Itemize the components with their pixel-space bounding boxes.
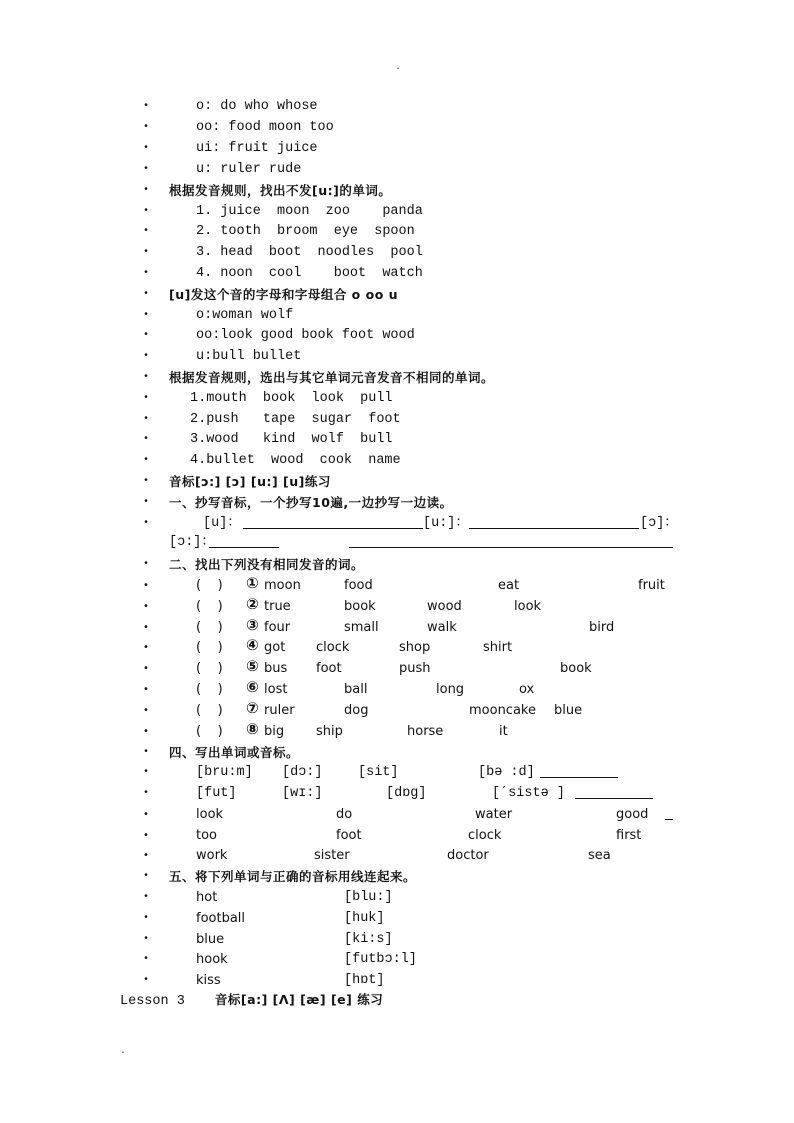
rule-text: o: do who whose — [196, 99, 318, 114]
top-dot: . — [395, 62, 402, 73]
section4-title-line — [143, 743, 683, 763]
choice-row — [143, 597, 683, 617]
bullet: • — [143, 642, 149, 653]
bullet: • — [143, 414, 150, 425]
word: book — [560, 661, 592, 676]
word: food — [344, 578, 373, 593]
bullet: • — [143, 892, 150, 903]
copy-blank-u[interactable] — [243, 514, 423, 529]
bullet: • — [143, 185, 150, 196]
match-phonetic[interactable]: [huk] — [344, 911, 385, 926]
match-phonetic[interactable]: [blu:] — [344, 890, 393, 905]
bullet: • — [143, 934, 150, 945]
bullet: • — [143, 393, 150, 404]
word: eat — [498, 578, 520, 593]
answer-paren[interactable]: ( ) — [196, 724, 223, 739]
lesson-heading — [120, 990, 383, 1010]
item-number: ⑦ — [246, 699, 259, 717]
word: walk — [427, 620, 457, 635]
bullet: • — [143, 455, 150, 466]
exercise-b-item — [143, 451, 683, 471]
choice-row — [143, 659, 683, 679]
rule-text: ui: fruit juice — [196, 141, 318, 156]
answer-paren[interactable]: ( ) — [196, 682, 223, 697]
exercise-a-item — [143, 222, 683, 242]
u-rule-item — [143, 306, 683, 326]
match-word[interactable]: blue — [196, 932, 225, 947]
copy-blank-o[interactable] — [349, 533, 673, 548]
phonetic: [bru:m] — [196, 765, 253, 780]
word: water — [475, 807, 513, 822]
bullet: • — [143, 247, 150, 258]
word: push — [399, 661, 431, 676]
choice-row — [143, 701, 683, 721]
bullet: • — [143, 705, 149, 716]
rule-line-oo — [143, 118, 683, 138]
write-row — [143, 846, 683, 866]
word: sister — [314, 848, 350, 863]
word: dog — [344, 703, 369, 718]
section1-title: 一、抄写音标，一个抄写10遍,一边抄写一边读。 — [169, 495, 453, 510]
word: mooncake — [469, 703, 536, 718]
bullet: • — [143, 101, 150, 112]
word: ship — [316, 724, 343, 739]
bullet: • — [143, 975, 150, 986]
bullet: • — [143, 164, 150, 175]
practice-title-line — [143, 472, 683, 492]
bullet: • — [143, 330, 150, 341]
bullet: • — [143, 788, 150, 799]
exercise-a-item-text: 4. noon cool boot watch — [196, 266, 423, 281]
answer-paren[interactable]: ( ) — [196, 599, 223, 614]
write-row — [143, 805, 683, 825]
bullet: • — [143, 497, 150, 508]
word: shop — [399, 640, 431, 655]
exercise-b-item-text: 3.wood kind wolf bull — [190, 432, 393, 447]
answer-blank[interactable] — [575, 784, 653, 799]
item-number: ① — [246, 574, 259, 592]
item-number: ⑤ — [246, 657, 259, 675]
phonetic: [sit] — [358, 765, 399, 780]
word: bird — [589, 620, 615, 635]
match-word[interactable]: hook — [196, 952, 228, 967]
copy-blank-o-long[interactable] — [209, 533, 279, 548]
u-rule-text: u:bull bullet — [196, 349, 302, 364]
u-rule-title-line — [143, 285, 683, 305]
bullet: • — [143, 871, 150, 882]
item-number: ② — [246, 595, 259, 613]
bullet: • — [143, 206, 150, 217]
write-row — [143, 826, 683, 846]
bullet: • — [143, 476, 150, 487]
word: ox — [519, 682, 535, 697]
exercise-b-title-line — [143, 368, 683, 388]
write-row — [143, 763, 683, 783]
answer-blank[interactable] — [540, 763, 618, 778]
answer-paren[interactable]: ( ) — [196, 661, 223, 676]
word: moon — [264, 578, 301, 593]
section2-title: 二、找出下列没有相同发音的词。 — [169, 557, 365, 572]
exercise-b-item-text: 1.mouth book look pull — [190, 391, 393, 406]
word: first — [616, 828, 642, 843]
exercise-b-item — [143, 410, 683, 430]
exercise-a-item-text: 1. juice moon zoo panda — [196, 204, 423, 219]
item-number: ⑥ — [246, 678, 259, 696]
bullet: • — [143, 767, 150, 778]
exercise-a-title-line — [143, 181, 683, 201]
bullet: • — [143, 726, 149, 737]
exercise-a-item — [143, 264, 683, 284]
match-phonetic[interactable]: [futbɔ:l] — [344, 952, 417, 967]
phonetic: [dɒg] — [386, 786, 427, 801]
bullet: • — [143, 809, 149, 820]
u-rule-text: oo:look good book foot wood — [196, 328, 415, 343]
section4-title: 四、写出单词或音标。 — [169, 745, 300, 760]
bullet: • — [143, 122, 150, 133]
word: doctor — [447, 848, 489, 863]
write-row — [143, 784, 683, 804]
word: clock — [468, 828, 502, 843]
word: bus — [264, 661, 288, 676]
exercise-a-item — [143, 243, 683, 263]
bullet: • — [143, 850, 149, 861]
word: four — [264, 620, 291, 635]
word: book — [344, 599, 376, 614]
bullet: • — [143, 559, 150, 570]
word: true — [264, 599, 291, 614]
word: got — [264, 640, 286, 655]
rule-line-u — [143, 160, 683, 180]
match-row — [143, 930, 683, 950]
item-number: ④ — [246, 636, 259, 654]
rule-line-ui — [143, 139, 683, 159]
word: horse — [407, 724, 444, 739]
rule-text: u: ruler rude — [196, 162, 302, 177]
word: long — [436, 682, 465, 697]
match-phonetic[interactable]: [hɒt] — [344, 973, 385, 988]
u-rule-title: [u]发这个音的字母和字母组合 o oo u — [169, 287, 399, 302]
match-row — [143, 888, 683, 908]
choice-row — [143, 680, 683, 700]
match-row — [143, 909, 683, 929]
section2-title-line — [143, 555, 683, 575]
word: small — [344, 620, 379, 635]
word: big — [264, 724, 285, 739]
word: it — [499, 724, 508, 739]
copy-row-continued — [143, 533, 683, 553]
section5-title: 五、将下列单词与正确的音标用线连起来。 — [169, 869, 417, 884]
exercise-b-item — [143, 430, 683, 450]
choice-row — [143, 618, 683, 638]
bullet: • — [143, 351, 150, 362]
word: wood — [427, 599, 462, 614]
practice-title: 音标[ɔ:] [ɔ] [u:] [u]练习 — [169, 474, 331, 489]
exercise-b-item-text: 4.bullet wood cook name — [190, 453, 401, 468]
section1-title-line — [143, 493, 683, 513]
rule-line-o — [143, 97, 683, 117]
word: lost — [264, 682, 288, 697]
lesson-label: Lesson 3 — [120, 994, 185, 1009]
phonetic: [ˊsistə ] — [492, 786, 565, 801]
word: look — [514, 599, 542, 614]
word: blue — [554, 703, 583, 718]
word: fruit — [638, 578, 665, 593]
exercise-a-title: 根据发音规则，找出不发[u:]的单词。 — [169, 183, 392, 198]
answer-paren[interactable]: ( ) — [196, 703, 223, 718]
exercise-b-item — [143, 389, 683, 409]
word: clock — [316, 640, 350, 655]
item-number: ③ — [246, 616, 259, 634]
phonetic: [dɔ:] — [282, 765, 323, 780]
bullet: • — [143, 226, 150, 237]
exercise-a-item — [143, 202, 683, 222]
word: do — [336, 807, 353, 822]
answer-paren[interactable]: ( ) — [196, 620, 223, 635]
bullet: • — [143, 518, 150, 529]
bullet: • — [143, 601, 149, 612]
phonetic: [wɪ:] — [282, 786, 323, 801]
word: foot — [316, 661, 342, 676]
bullet: • — [143, 268, 150, 279]
phonetic: [fut] — [196, 786, 237, 801]
choice-row — [143, 576, 683, 596]
bullet: • — [143, 622, 149, 633]
exercise-a-item-text: 2. tooth broom eye spoon — [196, 224, 415, 239]
copy-label-o: [ɔ]： — [640, 516, 678, 531]
answer-paren[interactable]: ( ) — [196, 578, 223, 593]
bullet: • — [143, 434, 150, 445]
word: work — [196, 848, 228, 863]
bullet: • — [143, 289, 150, 300]
item-number: ⑧ — [246, 720, 259, 738]
word: good — [616, 807, 649, 822]
bullet: • — [143, 830, 149, 841]
bullet: • — [143, 310, 150, 321]
bullet: • — [143, 684, 149, 695]
bullet: • — [143, 580, 149, 591]
word: foot — [336, 828, 362, 843]
word: ball — [344, 682, 368, 697]
exercise-b-title: 根据发音规则，选出与其它单词元音发音不相同的单词。 — [169, 370, 495, 385]
copy-label-u: [u]： — [203, 516, 241, 531]
copy-row — [143, 514, 683, 534]
section5-title-line — [143, 867, 683, 887]
lesson-title: 音标[a:] [Λ] [æ] [e] 练习 — [214, 992, 384, 1007]
copy-label-o-long: [ɔ:]： — [169, 535, 215, 550]
bullet: • — [143, 954, 150, 965]
bullet: • — [143, 372, 150, 383]
choice-row — [143, 722, 683, 742]
word: look — [196, 807, 224, 822]
match-row — [143, 950, 683, 970]
bullet: • — [143, 663, 149, 674]
choice-row — [143, 638, 683, 658]
match-word[interactable]: kiss — [196, 973, 221, 988]
exercise-a-item-text: 3. head boot noodles pool — [196, 245, 423, 260]
phonetic: [bə :d] — [478, 765, 535, 780]
u-rule-text: o:woman wolf — [196, 308, 294, 323]
word: too — [196, 828, 218, 843]
u-rule-item — [143, 326, 683, 346]
rule-text: oo: food moon too — [196, 120, 334, 135]
word: sea — [588, 848, 611, 863]
match-word[interactable]: hot — [196, 890, 218, 905]
word: ruler — [264, 703, 295, 718]
bullet: • — [143, 913, 150, 924]
match-phonetic[interactable]: [ki:s] — [344, 932, 393, 947]
u-rule-item — [143, 347, 683, 367]
answer-paren[interactable]: ( ) — [196, 640, 223, 655]
bullet: • — [143, 747, 150, 758]
word: shirt — [483, 640, 513, 655]
copy-label-u-long: [u:]： — [423, 516, 469, 531]
bottom-dot: . — [120, 1046, 127, 1057]
bullet: • — [143, 143, 150, 154]
copy-blank-u-long[interactable] — [469, 514, 639, 529]
match-row — [143, 971, 683, 991]
answer-blank[interactable] — [665, 805, 673, 820]
exercise-b-item-text: 2.push tape sugar foot — [190, 412, 401, 427]
match-word[interactable]: football — [196, 911, 246, 926]
